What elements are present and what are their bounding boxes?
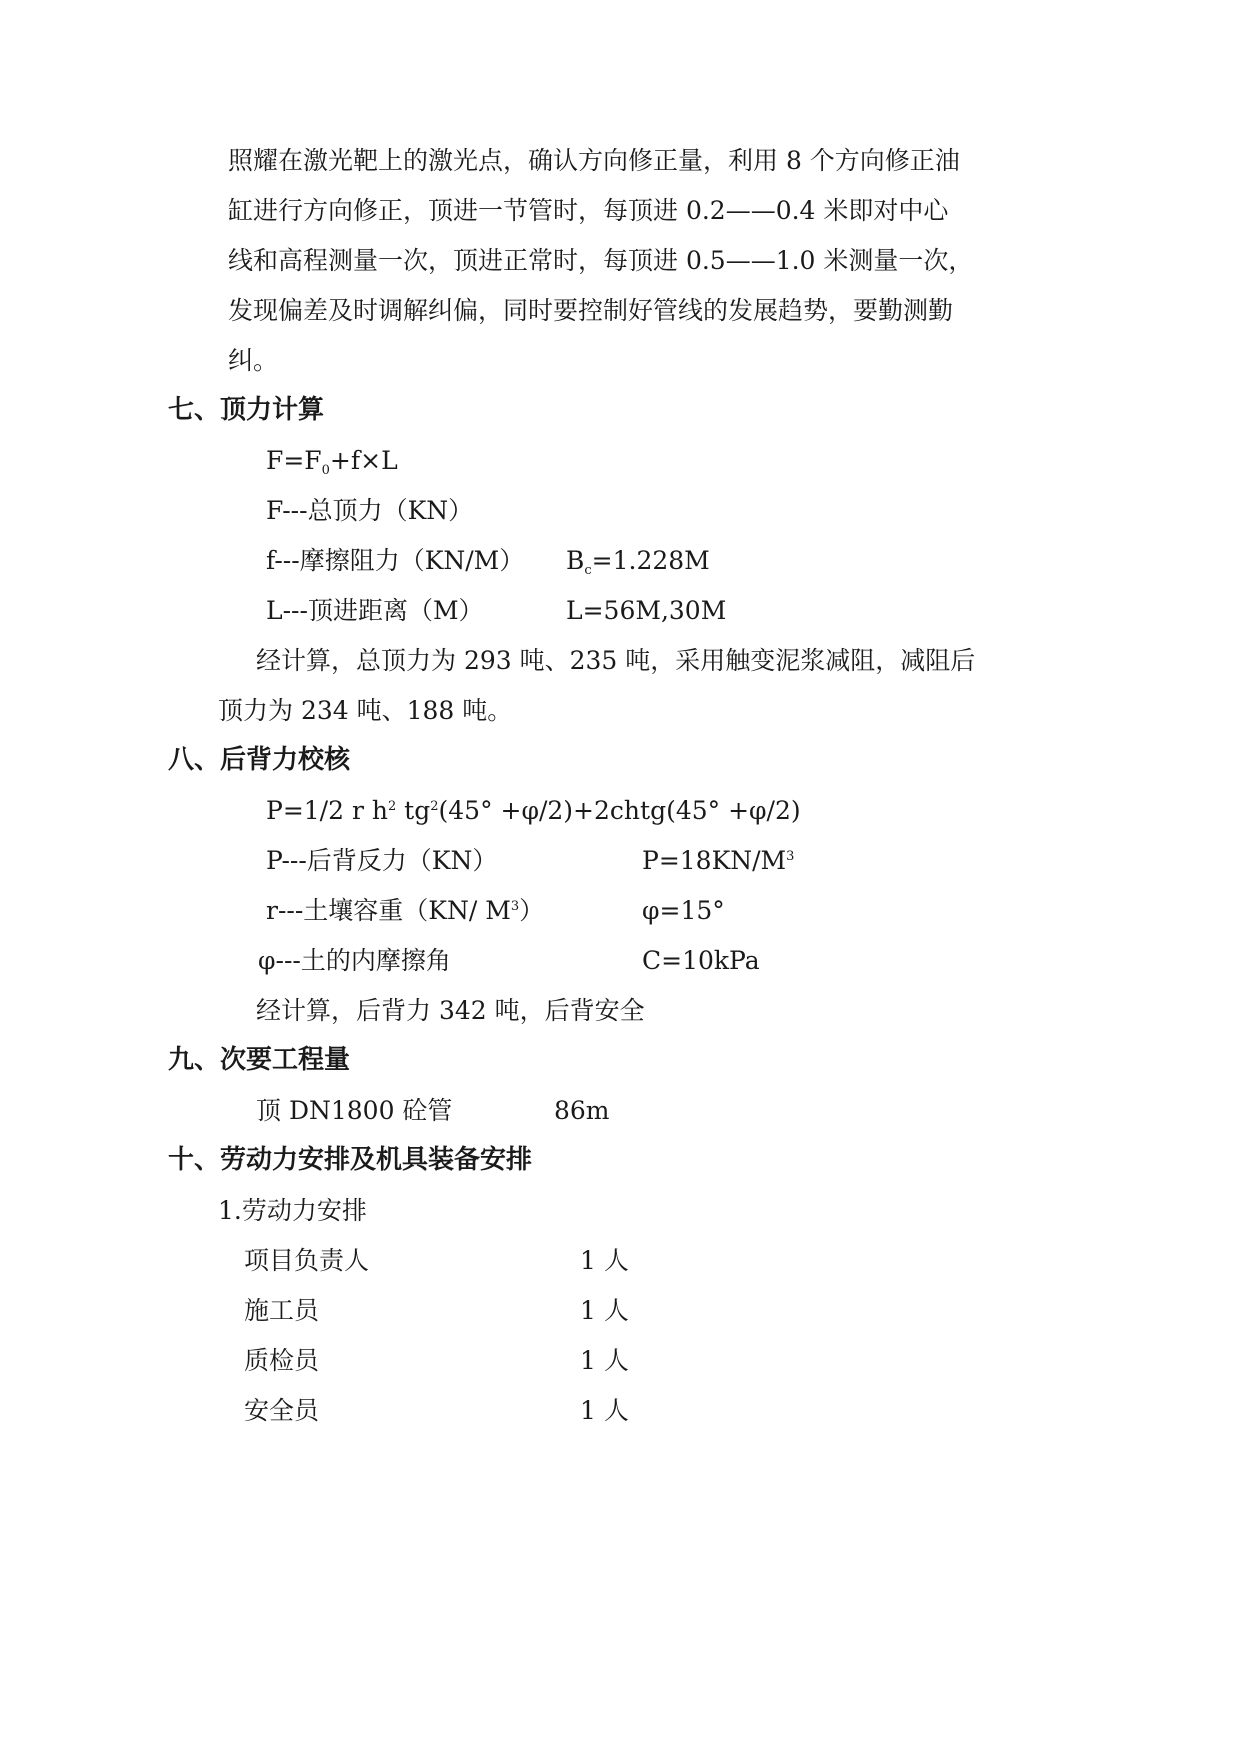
formula-part: P=1/2 r h <box>266 796 388 825</box>
value-subscript: c <box>584 563 592 578</box>
formula-superscript: 2 <box>430 799 439 814</box>
section-heading-8: 八、后背力校核 <box>168 745 351 775</box>
definition-term <box>266 898 544 923</box>
result-line: 经计算，总顶力为 293 吨、235 吨，采用触变泥浆减阻，减阻后 <box>256 646 976 675</box>
quantity-value: 86m <box>554 1096 610 1125</box>
formula-part: +f×L <box>329 446 398 475</box>
staff-count: 1 人 <box>580 1346 629 1375</box>
formula-part: (45° +φ/2)+2chtg(45° +φ/2) <box>438 796 801 825</box>
staff-role: 项目负责人 <box>244 1246 370 1275</box>
definition-term: F---总顶力（KN） <box>266 496 474 525</box>
backforce-formula <box>266 798 801 823</box>
paragraph-line: 照耀在激光靶上的激光点，确认方向修正量，利用 8 个方向修正油 <box>228 146 960 175</box>
result-line: 经计算，后背力 342 吨，后背安全 <box>256 996 645 1025</box>
staff-count: 1 人 <box>580 1396 629 1425</box>
value-part: P=18KN/M <box>642 846 787 875</box>
subsection-heading: 1.劳动力安排 <box>218 1196 367 1225</box>
paragraph-line: 缸进行方向修正，顶进一节管时，每顶进 0.2——0.4 米即对中心 <box>228 196 949 225</box>
value-part: =1.228M <box>591 546 710 575</box>
definition-value <box>566 548 710 577</box>
thrust-formula <box>266 448 398 477</box>
staff-count: 1 人 <box>580 1246 629 1275</box>
section-heading-10: 十、劳动力安排及机具装备安排 <box>168 1145 533 1175</box>
definition-term: L---顶进距离（M） <box>266 596 484 625</box>
definition-term: P---后背反力（KN） <box>266 846 498 875</box>
section-heading-9: 九、次要工程量 <box>168 1045 351 1075</box>
staff-role: 质检员 <box>244 1346 320 1375</box>
value-part: B <box>566 546 585 575</box>
term-superscript: 3 <box>510 899 520 914</box>
result-line: 顶力为 234 吨、188 吨。 <box>218 696 513 725</box>
staff-count: 1 人 <box>580 1296 629 1325</box>
definition-value: C=10kPa <box>642 946 760 975</box>
formula-subscript: 0 <box>321 463 330 478</box>
staff-role: 施工员 <box>244 1296 320 1325</box>
definition-value: φ=15° <box>642 896 725 925</box>
quantity-item: 顶 DN1800 砼管 <box>256 1096 453 1125</box>
staff-role: 安全员 <box>244 1396 320 1425</box>
value-superscript: 3 <box>786 849 795 864</box>
definition-term: f---摩擦阻力（KN/M） <box>266 546 525 575</box>
definition-term: φ---土的内摩擦角 <box>258 946 451 975</box>
term-part: ） <box>519 896 545 925</box>
section-heading-7: 七、顶力计算 <box>168 395 325 425</box>
definition-value <box>642 848 794 873</box>
paragraph-line: 纠。 <box>228 346 279 375</box>
term-part: r---土壤容重（KN/ M <box>266 896 511 925</box>
formula-superscript: 2 <box>387 799 397 814</box>
paragraph-line: 线和高程测量一次，顶进正常时，每顶进 0.5——1.0 米测量一次， <box>228 246 974 275</box>
definition-value: L=56M,30M <box>566 596 727 625</box>
paragraph-line: 发现偏差及时调解纠偏，同时要控制好管线的发展趋势，要勤测勤 <box>228 296 954 325</box>
formula-part: tg <box>396 796 431 825</box>
formula-part: F=F <box>266 446 322 475</box>
